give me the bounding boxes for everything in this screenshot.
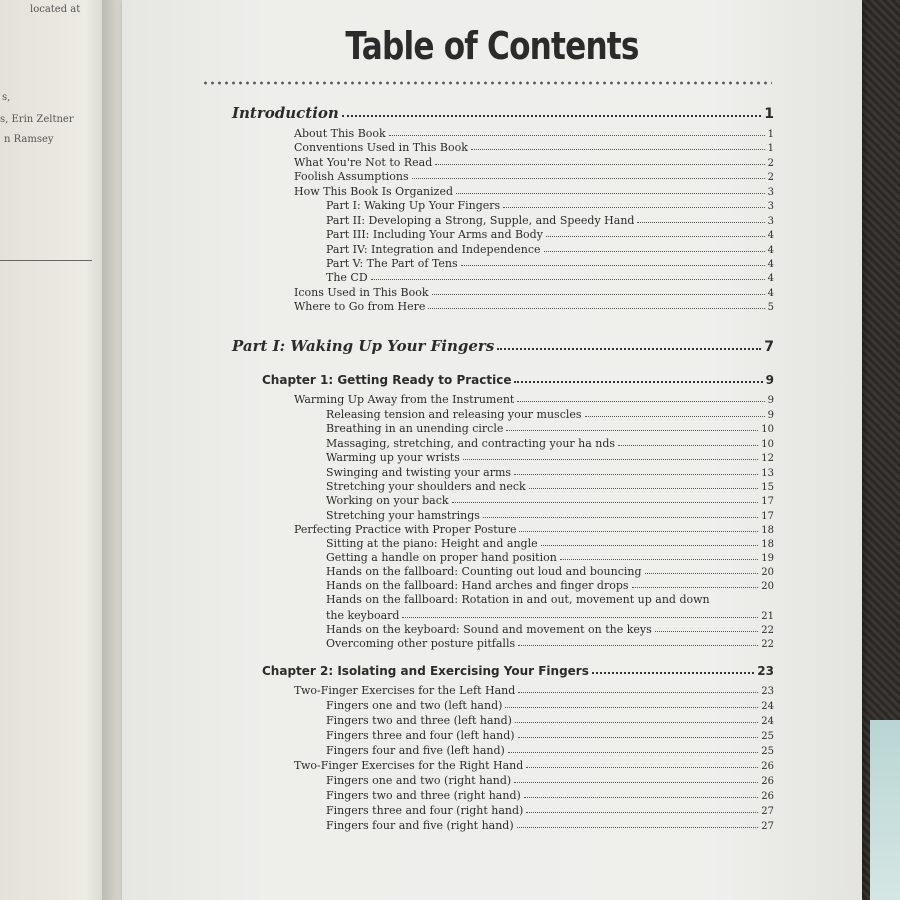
toc-entry-page: 27 <box>761 821 774 832</box>
toc-entry-page: 23 <box>761 686 774 697</box>
dot-leader <box>514 474 758 475</box>
toc-entry-page: 4 <box>767 230 774 241</box>
toc-entry-page: 23 <box>757 664 774 678</box>
toc-entry-sub <box>326 451 774 464</box>
toc-entry-section <box>294 170 774 183</box>
toc-entry-label: Overcoming other posture pitfalls <box>326 637 516 650</box>
toc-entry-label: Stretching your shoulders and neck <box>326 480 526 493</box>
dot-leader <box>518 737 759 738</box>
toc-page <box>122 0 862 900</box>
toc-entry-page: 27 <box>761 806 774 817</box>
toc-entry-page: 24 <box>761 716 774 727</box>
dot-leader <box>483 517 758 518</box>
dot-leader <box>632 587 759 588</box>
toc-entry-label: Massaging, stretching, and contracting your ha nds <box>326 437 616 450</box>
toc-entry-label: Icons Used in This Book <box>294 286 429 299</box>
toc-entry-label: Chapter 2: Isolating and Exercising Your Fingers <box>262 664 589 678</box>
dot-leader <box>529 488 759 489</box>
toc-entry-part <box>232 104 774 122</box>
dot-leader <box>514 381 762 383</box>
toc-entry-sub <box>326 466 774 479</box>
dot-leader <box>402 617 758 618</box>
toc-entry-page: 15 <box>761 482 774 493</box>
toc-entry-label: Part I: Waking Up Your Fingers <box>232 337 495 355</box>
dot-leader <box>428 308 764 309</box>
toc-entry-label: Fingers two and three (right hand) <box>326 789 521 802</box>
toc-entry-section <box>294 156 774 169</box>
toc-entry-chapter <box>262 373 774 387</box>
toc-entry-sub <box>326 228 774 241</box>
dot-leader <box>518 645 758 646</box>
toc-entry-sub <box>326 774 774 787</box>
toc-entry-label: Part V: The Part of Tens <box>326 257 458 270</box>
dot-leader <box>412 178 765 179</box>
toc-entry-page: 18 <box>761 539 774 550</box>
toc-entry-page: 10 <box>761 439 774 450</box>
toc-entry-label: Chapter 1: Getting Ready to Practice <box>262 373 512 387</box>
toc-entry-page: 4 <box>767 288 774 299</box>
mat-background <box>870 720 900 900</box>
toc-entry-label: What You're Not to Read <box>294 156 433 169</box>
toc-entry-section <box>294 286 774 299</box>
toc-entry-label: Part I: Waking Up Your Fingers <box>326 199 501 212</box>
toc-entry-page: 1 <box>767 143 774 154</box>
toc-entry-section <box>294 300 774 313</box>
toc-entry-page: 12 <box>761 453 774 464</box>
toc-entry-page: 25 <box>761 731 774 742</box>
dot-leader <box>503 207 764 208</box>
page-title: Table of Contents <box>345 24 639 68</box>
toc-entry-page: 2 <box>767 172 774 183</box>
toc-entry-section <box>294 523 774 536</box>
dot-leader <box>618 445 758 446</box>
dot-leader <box>645 573 759 574</box>
left-page-fragment: s, <box>2 92 11 103</box>
toc-entry-sub <box>326 593 774 606</box>
toc-entry-page: 3 <box>767 201 774 212</box>
left-page-rule <box>0 260 92 261</box>
toc-entry-section <box>294 127 774 140</box>
toc-entry-sub <box>326 551 774 564</box>
toc-entry-page: 9 <box>767 395 774 406</box>
toc-entry-label: Swinging and twisting your arms <box>326 466 512 479</box>
toc-entry-sub <box>326 789 774 802</box>
toc-entry-label: Part II: Developing a Strong, Supple, and Speedy Hand <box>326 214 635 227</box>
dot-leader <box>655 631 759 632</box>
toc-entry-label: Warming Up Away from the Instrument <box>294 393 515 406</box>
toc-entry-sub <box>326 494 774 507</box>
toc-entry-page: 26 <box>761 791 774 802</box>
toc-entry-sub <box>326 422 774 435</box>
toc-entry-label: Fingers one and two (right hand) <box>326 774 512 787</box>
toc-content <box>122 0 862 900</box>
toc-entry-sub <box>326 509 774 522</box>
toc-entry-sub <box>326 480 774 493</box>
toc-entry-sub <box>326 714 774 727</box>
toc-entry-label: Fingers two and three (left hand) <box>326 714 512 727</box>
toc-entry-sub <box>326 199 774 212</box>
toc-entry-page: 1 <box>764 106 774 122</box>
toc-entry-page: 20 <box>761 581 774 592</box>
toc-entry-sub <box>326 243 774 256</box>
dot-leader <box>508 752 758 753</box>
toc-entry-page: 20 <box>761 567 774 578</box>
dot-leader <box>432 294 765 295</box>
dot-leader <box>524 797 758 798</box>
toc-entry-label: Releasing tension and releasing your muscles <box>326 408 582 421</box>
toc-entry-label: Fingers one and two (left hand) <box>326 699 503 712</box>
title-dotted-rule <box>202 80 772 86</box>
toc-entry-label: Two-Finger Exercises for the Right Hand <box>294 759 524 772</box>
toc-entry-label: Hands on the keyboard: Sound and movement on the keys <box>326 623 652 636</box>
dot-leader <box>456 193 765 194</box>
toc-entry-label: Sitting at the piano: Height and angle <box>326 537 538 550</box>
dot-leader <box>471 149 765 150</box>
toc-entry-section <box>294 759 774 772</box>
toc-entry-label: Fingers four and five (right hand) <box>326 819 514 832</box>
toc-entry-label: Breathing in an unending circle <box>326 422 504 435</box>
toc-entry-sub <box>326 565 774 578</box>
toc-entry-page: 4 <box>767 273 774 284</box>
dot-leader <box>463 459 758 460</box>
dot-leader <box>592 672 754 674</box>
toc-entry-page: 7 <box>764 339 774 355</box>
toc-entry-page: 22 <box>761 639 774 650</box>
left-page-fragment: located at <box>30 4 81 15</box>
dot-leader <box>517 827 759 828</box>
toc-entry-sub <box>326 214 774 227</box>
toc-entry-page: 22 <box>761 625 774 636</box>
toc-entry-page: 24 <box>761 701 774 712</box>
toc-entry-sub <box>326 623 774 636</box>
toc-entry-label: Hands on the fallboard: Hand arches and finger drops <box>326 579 629 592</box>
dot-leader <box>637 222 764 223</box>
dot-leader <box>371 279 765 280</box>
toc-entry-label: Foolish Assumptions <box>294 170 409 183</box>
toc-entry-label: The CD <box>326 271 368 284</box>
toc-entry-label: the keyboard <box>326 609 400 622</box>
toc-entry-sub <box>326 257 774 270</box>
dot-leader <box>389 135 765 136</box>
dot-leader <box>505 707 758 708</box>
toc-entry-page: 1 <box>767 129 774 140</box>
toc-entry-sub <box>326 744 774 757</box>
toc-entry-label: Perfecting Practice with Proper Posture <box>294 523 517 536</box>
dot-leader <box>461 265 765 266</box>
dot-leader <box>526 767 758 768</box>
toc-entry-page: 10 <box>761 424 774 435</box>
toc-entry-sub <box>326 729 774 742</box>
toc-entry-label: Hands on the fallboard: Counting out loud and bouncing <box>326 565 642 578</box>
toc-entry-label: Two-Finger Exercises for the Left Hand <box>294 684 516 697</box>
toc-entry-sub <box>326 579 774 592</box>
toc-entry-page: 19 <box>761 553 774 564</box>
toc-entry-label: Warming up your wrists <box>326 451 460 464</box>
toc-entry-sub <box>326 537 774 550</box>
toc-entry-sub <box>326 819 774 832</box>
toc-entry-section <box>294 393 774 406</box>
dot-leader <box>452 502 759 503</box>
dot-leader <box>585 416 765 417</box>
toc-entry-part <box>232 337 774 355</box>
dot-leader <box>497 348 761 350</box>
toc-entry-label: Getting a handle on proper hand position <box>326 551 557 564</box>
toc-entry-page: 18 <box>761 525 774 536</box>
toc-entry-page: 4 <box>767 245 774 256</box>
toc-entry-label: Where to Go from Here <box>294 300 426 313</box>
toc-entry-label: Stretching your hamstrings <box>326 509 480 522</box>
toc-entry-label: Fingers four and five (left hand) <box>326 744 505 757</box>
toc-entry-section <box>294 185 774 198</box>
toc-entry-label: Part IV: Integration and Independence <box>326 243 541 256</box>
toc-entry-sub <box>326 437 774 450</box>
toc-entry-page: 25 <box>761 746 774 757</box>
dot-leader <box>544 251 765 252</box>
toc-entry-page: 2 <box>767 158 774 169</box>
toc-entry-page: 3 <box>767 187 774 198</box>
dot-leader <box>517 401 764 402</box>
toc-entry-chapter <box>262 664 774 678</box>
toc-entry-label: About This Book <box>294 127 386 140</box>
toc-entry-section <box>294 141 774 154</box>
toc-entry-label: How This Book Is Organized <box>294 185 454 198</box>
dot-leader <box>435 164 764 165</box>
toc-entry-page: 4 <box>767 259 774 270</box>
toc-entry-sub <box>326 408 774 421</box>
toc-entry-page: 26 <box>761 776 774 787</box>
toc-entry-sub <box>326 271 774 284</box>
dot-leader <box>541 545 759 546</box>
dot-leader <box>526 812 758 813</box>
dot-leader <box>514 782 758 783</box>
toc-entry-sub <box>326 609 774 622</box>
toc-entry-page: 17 <box>761 496 774 507</box>
toc-entry-label: Introduction <box>232 104 339 122</box>
toc-entry-sub <box>326 804 774 817</box>
toc-entry-label: Fingers three and four (left hand) <box>326 729 515 742</box>
toc-entry-label: Conventions Used in This Book <box>294 141 468 154</box>
toc-entry-label: Part III: Including Your Arms and Body <box>326 228 543 241</box>
toc-entry-page: 17 <box>761 511 774 522</box>
toc-entry-label: Fingers three and four (right hand) <box>326 804 524 817</box>
dot-leader <box>519 531 758 532</box>
toc-entry-label: Working on your back <box>326 494 449 507</box>
dot-leader <box>515 722 758 723</box>
toc-entry-page: 26 <box>761 761 774 772</box>
toc-entry-label: Hands on the fallboard: Rotation in and out, movement up and down <box>326 593 710 606</box>
dot-leader <box>560 559 758 560</box>
left-page-fragment: n Ramsey <box>4 134 54 145</box>
toc-entry-page: 21 <box>761 611 774 622</box>
toc-entry-page: 3 <box>767 216 774 227</box>
dot-leader <box>342 115 761 117</box>
dot-leader <box>518 692 758 693</box>
toc-entry-sub <box>326 637 774 650</box>
toc-entry-page: 5 <box>767 302 774 313</box>
left-page-fragment: s, Erin Zeltner <box>0 114 74 125</box>
dot-leader <box>506 430 758 431</box>
toc-entry-page: 9 <box>767 410 774 421</box>
dot-leader <box>546 236 765 237</box>
toc-entry-page: 9 <box>765 373 774 387</box>
toc-entry-page: 13 <box>761 468 774 479</box>
toc-entry-sub <box>326 699 774 712</box>
toc-entry-section <box>294 684 774 697</box>
